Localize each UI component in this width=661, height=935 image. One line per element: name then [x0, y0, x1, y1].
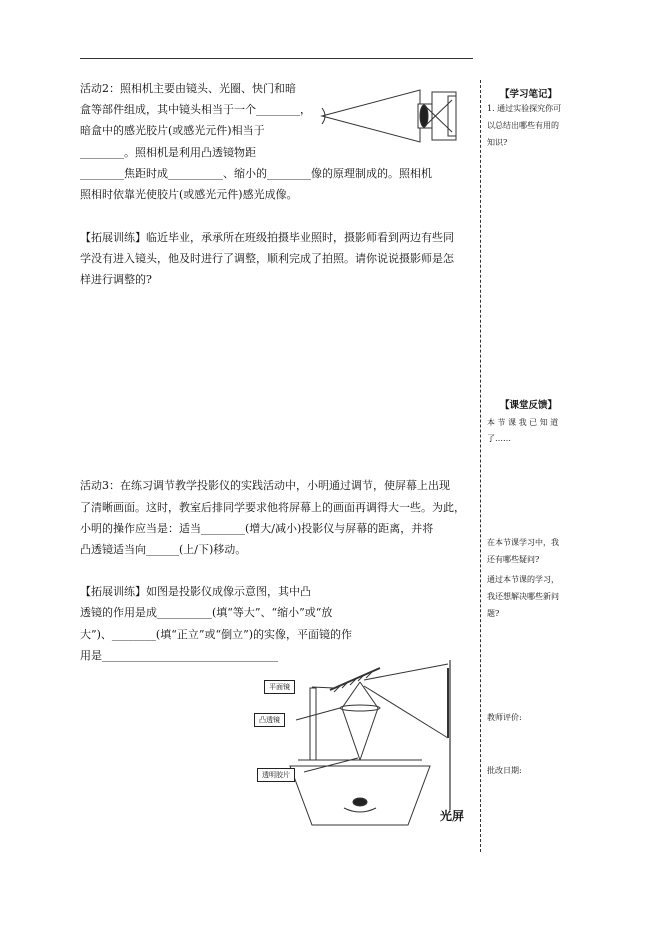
sidebar-notes-l1: 1. 通过实验探究你可 — [487, 104, 562, 113]
sidebar-q2-l1: 通过本节课的学习， — [487, 575, 559, 584]
label-lens: 凸透镜 — [254, 713, 285, 727]
sidebar-notes-l3: 知识? — [487, 138, 508, 147]
training2-line4: 用是________________________________ — [80, 649, 278, 662]
top-rule — [80, 58, 473, 59]
sidebar-feedback-l2: 了…… — [487, 434, 511, 443]
sidebar-feedback-title: 【课堂反馈】 — [500, 400, 558, 411]
training2-line2: 透镜的作用是成__________(填“等大”、“缩小”或“放 — [80, 606, 333, 619]
label-screen: 光屏 — [440, 809, 465, 823]
sidebar-notes-l2: 以总结出哪些有用的 — [487, 121, 559, 130]
sidebar-q1-l1: 在本节课学习中，我 — [487, 538, 559, 547]
training1-line1: 【拓展训练】临近毕业，承承所在班级拍摄毕业照时，摄影师看到两边有些同 — [80, 231, 454, 244]
activity3-line4: 凸透镜适当向______(上/下)移动。 — [80, 543, 247, 556]
sidebar-date: 批改日期: — [487, 766, 522, 775]
camera-diagram — [320, 82, 470, 150]
label-mirror: 平面镜 — [264, 680, 295, 694]
training1-line2: 学没有进入镜头，他及时进行了调整，顺利完成了拍照。请你说说摄影师是怎 — [80, 252, 454, 265]
column-divider — [480, 80, 481, 852]
training2-line3: 大”)、________(填“正立”或“倒立”)的实像，平面镜的作 — [80, 628, 352, 641]
sidebar-q2-l3: 题? — [487, 609, 500, 618]
sidebar-notes-title: 【学习笔记】 — [500, 89, 558, 100]
sidebar-feedback-l1: 本 节 课 我 已 知 道 — [487, 418, 559, 427]
activity2-line2: 盒等部件组成，其中镜头相当于一个________， — [80, 103, 311, 116]
activity2-line6: 照相时依靠光使胶片(或感光元件)感光成像。 — [80, 188, 298, 201]
activity3-line1: 活动3：在练习调节教学投影仪的实践活动中，小明通过调节，使屏幕上出现 — [80, 479, 450, 492]
training1-line3: 样进行调整的? — [80, 273, 152, 286]
activity2-line1: 活动2：照相机主要由镜头、光圈、快门和暗 — [80, 82, 296, 95]
label-film: 透明胶片 — [257, 768, 295, 782]
activity2-line5: ________焦距时成__________、缩小的________像的原理制成的。照相机 — [80, 167, 432, 180]
activity3-line2: 了清晰画面。这时，教室后排同学要求他将屏幕上的画面再调得大一些。为此， — [80, 501, 465, 514]
activity2-line4: ________。照相机是利用凸透镜物距 — [80, 146, 256, 159]
sidebar-q2-l2: 我还想解决哪些新问 — [487, 592, 559, 601]
activity2-line3: 暗盒中的感光胶片(或感光元件)相当于 — [80, 124, 265, 137]
training2-line1: 【拓展训练】如图是投影仪成像示意图，其中凸 — [80, 585, 311, 598]
sidebar-teacher-eval: 教师评价: — [487, 713, 522, 722]
sidebar-q1-l2: 还有哪些疑问? — [487, 555, 540, 564]
activity3-line3: 小明的操作应当是：适当________(增大/减小)投影仪与屏幕的距离，并将 — [80, 522, 434, 535]
